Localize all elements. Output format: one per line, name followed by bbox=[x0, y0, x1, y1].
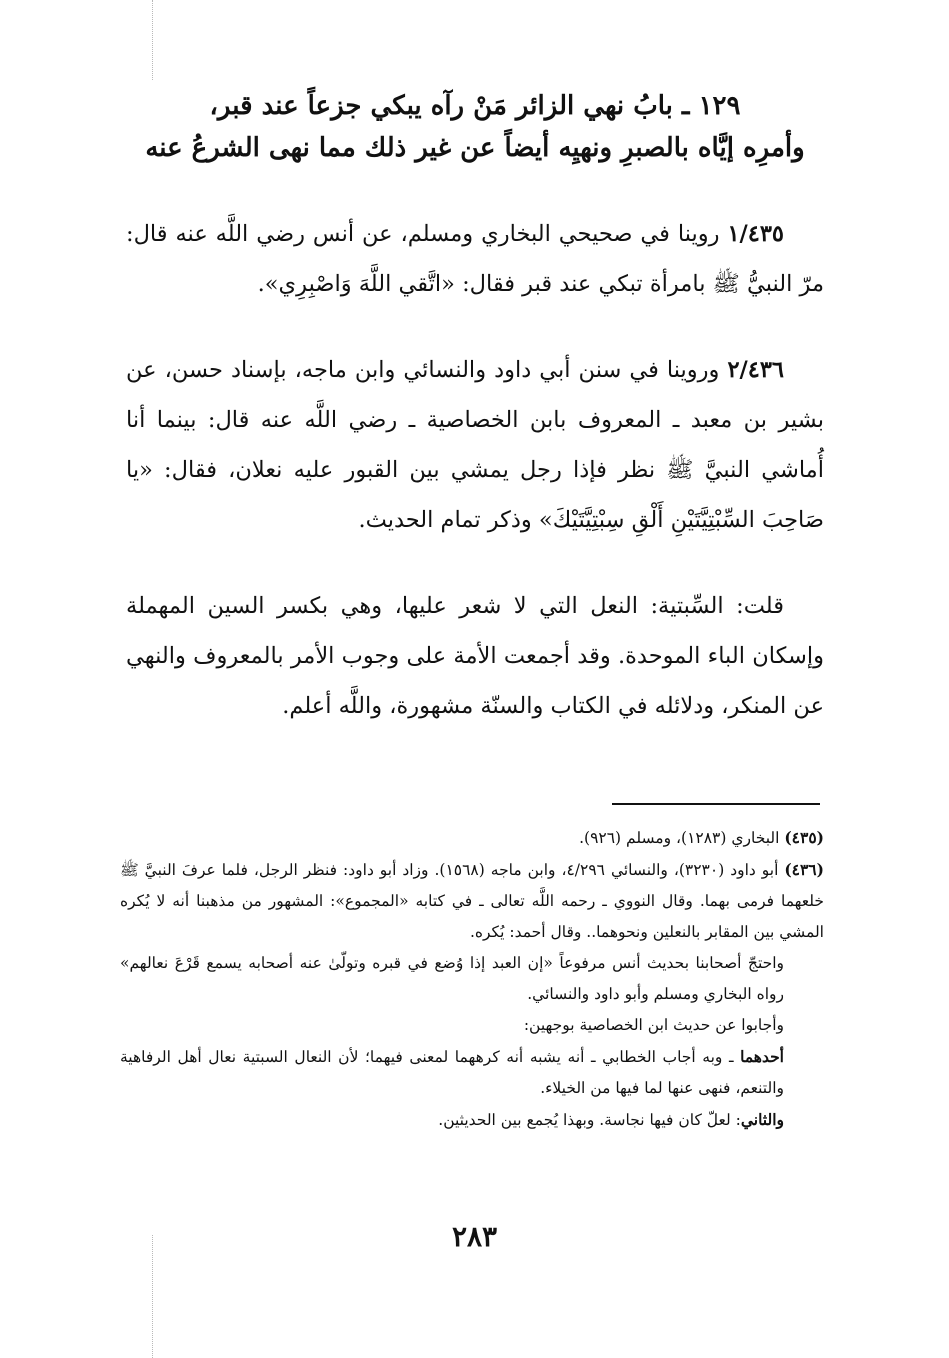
chapter-heading-line1: ١٢٩ ـ بابُ نهي الزائر مَنْ رآه يبكي جزعاً عند قبر، bbox=[209, 91, 741, 121]
footnote-keyword-second: والثاني bbox=[740, 1110, 784, 1129]
footnote-436 bbox=[120, 854, 824, 948]
footnote-436-para5 bbox=[120, 1104, 824, 1136]
footnote-text-435: البخاري (١٢٨٣)، ومسلم (٩٢٦). bbox=[579, 829, 785, 847]
footnote-text-436: أبو داود (٣٢٣٠)، والنسائي ٤/٢٩٦، وابن ماجه (١٥٦٨). وزاد أبو داود: فنظر الرجل، فلما عرفَ النبيَّ ﷺ خلعهما فرمى بهما. وقال النووي ـ رحمه اللَّه تعالى ـ في كتابه «المجموع»: المشهور من مذهبنا أنه لا يُكره المشي بين المقابر بالنعلين ونحوهما.. وقال أحمد: يُكره. bbox=[120, 861, 824, 941]
hadith-text-436: وروينا في سنن أبي داود والنسائي وابن ماجه، بإسناد حسن، عن بشير بن معبد ـ المعروف بابن الخصاصية ـ رضي اللَّه عنه قال: بينما أنا أُماشي النبيَّ ﷺ نظر فإذا رجل يمشي بين القبور عليه نعلان، فقال: «يا صَاحِبَ السِّبْتِيَّتَيْنِ أَلْقِ سِبْتِيَّتَيْكَ» وذكر تمام الحديث. bbox=[126, 357, 824, 533]
main-text bbox=[126, 85, 824, 767]
footnote-436-para4-text: ـ وبه أجاب الخطابي ـ أنه يشبه أنه كرههما لمعنى فيهما؛ لأن النعال السبتية نعال أهل الرفاهية والتنعم، فنهى عنها لما فيها من الخيلاء. bbox=[120, 1048, 784, 1097]
footnote-436-para2: واحتجّ أصحابنا بحديث أنس مرفوعاً «إن العبد إذا وُضع في قبره وتولّىٰ عنه أصحابه يسمع قَرْعَ نعالهم» رواه البخاري ومسلم وأبو داود والنسائي. bbox=[120, 954, 784, 1003]
footnote-number-436: (٤٣٦) bbox=[784, 860, 824, 879]
footnote-separator bbox=[612, 803, 820, 805]
footnotes bbox=[120, 822, 824, 1136]
hadith-435 bbox=[126, 209, 824, 309]
hadith-436 bbox=[126, 345, 824, 545]
footnote-keyword-first: أحدهما bbox=[740, 1047, 784, 1066]
margin-guide-bottom bbox=[152, 1235, 153, 1358]
footnote-436-para3: وأجابوا عن حديث ابن الخصاصية بوجهين: bbox=[523, 1016, 784, 1034]
commentary-paragraph bbox=[126, 581, 824, 731]
hadith-text-435: روينا في صحيحي البخاري ومسلم، عن أنس رضي اللَّه عنه قال: مرّ النبيُّ ﷺ بامرأة تبكي عند قبر فقال: «اتَّقي اللَّهَ وَاصْبِرِي». bbox=[126, 221, 824, 297]
footnote-435 bbox=[120, 822, 824, 854]
hadith-number-435: ١/٤٣٥ bbox=[727, 221, 784, 247]
chapter-heading-line2: وأمرِه إيَّاه بالصبرِ ونهيِه أيضاً عن غير ذلك مما نهى الشرعُ عنه bbox=[145, 133, 805, 163]
chapter-heading bbox=[126, 85, 824, 169]
hadith-number-436: ٢/٤٣٦ bbox=[727, 357, 784, 383]
footnote-436-para5-text: : لعلّ كان فيها نجاسة. وبهذا يُجمع بين الحديثين. bbox=[438, 1111, 741, 1129]
margin-guide-top bbox=[152, 0, 153, 80]
commentary-text: قلت: السِّبتية: النعل التي لا شعر عليها، وهي بكسر السين المهملة وإسكان الباء الموحدة. وقد أجمعت الأمة على وجوب الأمر بالمعروف والنهي عن المنكر، ودلائله في الكتاب والسنّة مشهورة، واللَّه أعلم. bbox=[126, 593, 824, 719]
footnote-436-para4 bbox=[120, 1041, 824, 1104]
footnote-number-435: (٤٣٥) bbox=[784, 828, 824, 847]
page-number: ٢٨٣ bbox=[451, 1220, 498, 1253]
